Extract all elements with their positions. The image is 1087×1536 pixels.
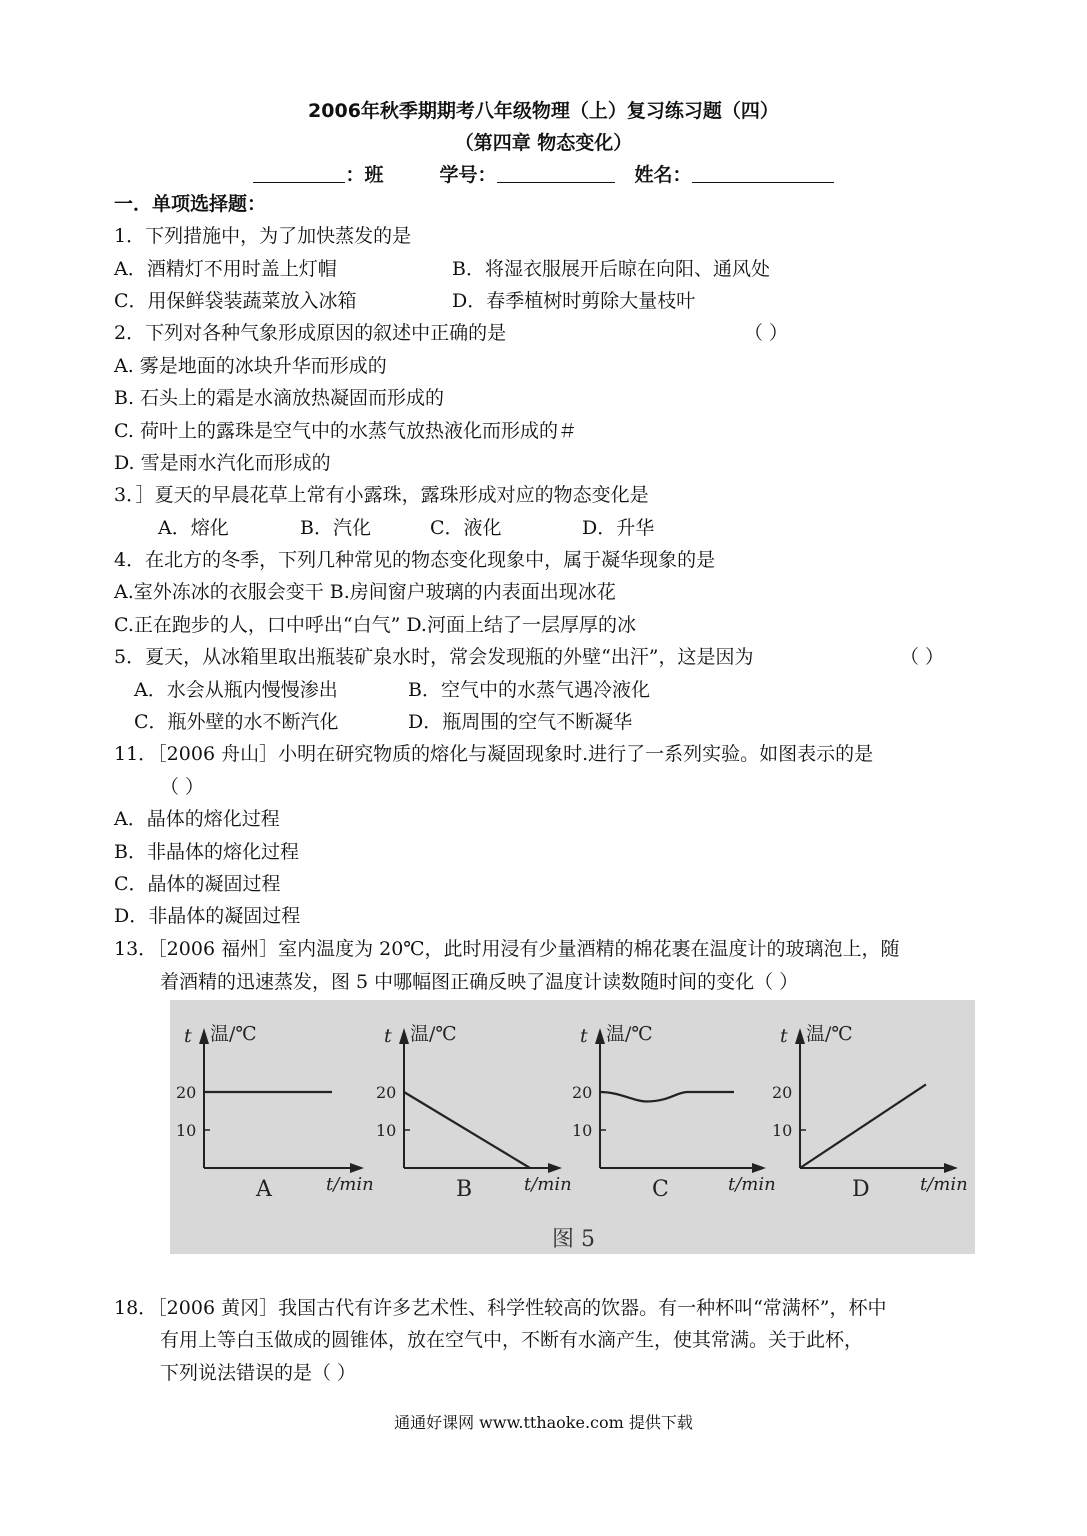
name-blank[interactable] xyxy=(692,164,834,183)
panel-c-x-arrow xyxy=(752,1163,766,1173)
q2-option-c: C. 荷叶上的露珠是空气中的水蒸气放热液化而形成的＃ xyxy=(114,420,577,442)
panel-d-tick-10: 10 xyxy=(772,1121,793,1140)
panel-a-y-symbol: t xyxy=(184,1025,192,1047)
q5-option-c: C．瓶外壁的水不断汽化 xyxy=(134,711,339,733)
figure-5-graphs xyxy=(170,1000,975,1254)
panel-c-x-label: t/min xyxy=(728,1174,776,1195)
q18-line1: 18．［2006 黄冈］我国古代有许多艺术性、科学性较高的饮器。有一种杯叫“常满杯”，杯中 xyxy=(114,1297,887,1319)
panel-d-curve xyxy=(800,1084,926,1168)
q18-line2: 有用上等白玉做成的圆锥体，放在空气中，不断有水滴产生，使其常满。关于此杯， xyxy=(160,1329,864,1351)
panel-d-y-unit: 温/℃ xyxy=(806,1023,853,1045)
q11-stem: 11．［2006 舟山］小明在研究物质的熔化与凝固现象时.进行了一系列实验。如图表示的是 xyxy=(114,743,874,765)
panel-d-tick-20: 20 xyxy=(772,1083,793,1102)
q13-line2: 着酒精的迅速蒸发，图 5 中哪幅图正确反映了温度计读数随时间的变化（ ） xyxy=(160,971,799,993)
q5-option-a: A．水会从瓶内慢慢渗出 xyxy=(134,679,338,701)
name-label: 姓名： xyxy=(634,164,692,186)
panel-b-x-arrow xyxy=(548,1163,562,1173)
panel-a-y-arrow xyxy=(199,1028,209,1044)
panel-d-x-label: t/min xyxy=(920,1174,968,1195)
q2-answer-paren: （ ） xyxy=(744,322,789,344)
panel-a-tick-20: 20 xyxy=(176,1083,197,1102)
q3-option-c: C．液化 xyxy=(430,517,502,539)
panel-d-x-arrow xyxy=(944,1163,958,1173)
panel-b-y-unit: 温/℃ xyxy=(410,1023,457,1045)
section-heading: 一．单项选择题： xyxy=(114,193,267,215)
q3-option-b: B．汽化 xyxy=(300,517,371,539)
q2-option-d: D. 雪是雨水汽化而形成的 xyxy=(114,452,331,474)
q13-line1: 13．［2006 福州］室内温度为 20℃，此时用浸有少量酒精的棉花裹在温度计的玻璃泡上，随 xyxy=(114,938,900,960)
number-blank[interactable] xyxy=(497,164,615,183)
figure-5 xyxy=(170,1000,975,1254)
panel-b-x-label: t/min xyxy=(524,1174,572,1195)
panel-d-y-symbol: t xyxy=(780,1025,788,1047)
q2-stem: 2．下列对各种气象形成原因的叙述中正确的是 xyxy=(114,322,507,344)
q11-option-b: B．非晶体的熔化过程 xyxy=(114,841,299,863)
q1-option-b: B．将湿衣服展开后晾在向阳、通风处 xyxy=(452,258,770,280)
panel-b-y-arrow xyxy=(399,1028,409,1044)
panel-a-y-unit: 温/℃ xyxy=(210,1023,257,1045)
panel-a-x-arrow xyxy=(350,1163,364,1173)
q5-option-d: D．瓶周围的空气不断凝华 xyxy=(408,711,633,733)
panel-b-label: B xyxy=(456,1177,473,1202)
panel-a-label: A xyxy=(256,1177,272,1202)
panel-b-curve xyxy=(404,1092,530,1168)
q4-options-ab: A.室外冻冰的衣服会变干 B.房间窗户玻璃的内表面出现冰花 xyxy=(114,581,616,603)
q5-answer-paren: （ ） xyxy=(900,646,945,668)
page-title: 2006年秋季期期考八年级物理（上）复习练习题（四） xyxy=(308,100,779,122)
panel-b-tick-20: 20 xyxy=(376,1083,397,1102)
panel-c-y-unit: 温/℃ xyxy=(606,1023,653,1045)
panel-c-y-symbol: t xyxy=(580,1025,588,1047)
q11-answer-paren: （ ） xyxy=(160,776,205,798)
panel-c-tick-20: 20 xyxy=(572,1083,593,1102)
q11-option-c: C．晶体的凝固过程 xyxy=(114,873,281,895)
q3-stem: 3．］夏天的早晨花草上常有小露珠，露珠形成对应的物态变化是 xyxy=(114,484,649,506)
figure-5-caption: 图 5 xyxy=(552,1227,595,1252)
q3-option-a: A．熔化 xyxy=(158,517,229,539)
q3-option-d: D．升华 xyxy=(582,517,655,539)
q18-line3: 下列说法错误的是（ ） xyxy=(160,1362,357,1384)
footer-text: 通通好课网 www.tthaoke.com 提供下载 xyxy=(394,1413,693,1432)
number-label: 学号： xyxy=(439,164,497,186)
q1-stem: 1．下列措施中，为了加快蒸发的是 xyxy=(114,225,412,247)
q5-option-b: B．空气中的水蒸气遇冷液化 xyxy=(408,679,650,701)
q1-option-c: C．用保鲜袋装蔬菜放入冰箱 xyxy=(114,290,357,312)
panel-c-label: C xyxy=(652,1177,669,1202)
q5-stem: 5．夏天，从冰箱里取出瓶装矿泉水时，常会发现瓶的外壁“出汗”，这是因为 xyxy=(114,646,754,668)
q11-option-a: A．晶体的熔化过程 xyxy=(114,808,280,830)
q4-stem: 4．在北方的冬季，下列几种常见的物态变化现象中，属于凝华现象的是 xyxy=(114,549,716,571)
panel-b-y-symbol: t xyxy=(384,1025,392,1047)
q4-options-cd: C.正在跑步的人，口中呼出“白气” D.河面上结了一层厚厚的冰 xyxy=(114,614,636,636)
school-blank[interactable] xyxy=(253,164,345,183)
q1-option-d: D．春季植树时剪除大量枝叶 xyxy=(452,290,696,312)
panel-d-y-arrow xyxy=(795,1028,805,1044)
panel-c-tick-10: 10 xyxy=(572,1121,593,1140)
q2-option-a: A. 雾是地面的冰块升华而形成的 xyxy=(114,355,387,377)
page-subtitle: （第四章 物态变化） xyxy=(454,132,633,154)
panel-b-tick-10: 10 xyxy=(376,1121,397,1140)
q1-option-a: A．酒精灯不用时盖上灯帽 xyxy=(114,258,337,280)
q2-option-b: B. 石头上的霜是水滴放热凝固而形成的 xyxy=(114,387,445,409)
panel-a-x-label: t/min xyxy=(326,1174,374,1195)
q11-option-d: D．非晶体的凝固过程 xyxy=(114,905,301,927)
student-info-line xyxy=(0,160,1087,187)
panel-c-curve xyxy=(600,1092,734,1102)
panel-c-y-arrow xyxy=(595,1028,605,1044)
panel-d-label: D xyxy=(852,1177,870,1202)
panel-a-tick-10: 10 xyxy=(176,1121,197,1140)
class-label: ：班 xyxy=(345,164,384,186)
